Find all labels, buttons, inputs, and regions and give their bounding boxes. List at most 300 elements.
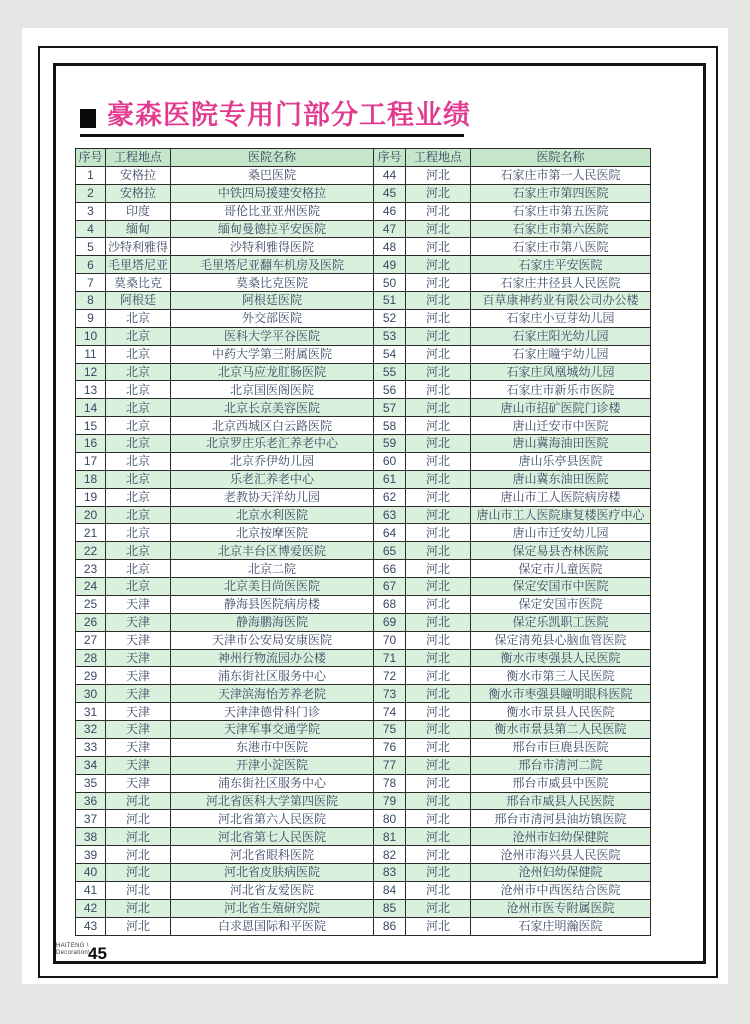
cell-hospital: 静海鹏海医院 <box>171 613 374 631</box>
cell-location: 河北 <box>406 649 471 667</box>
cell-hospital: 北京丰台区博爱医院 <box>171 542 374 560</box>
cell-location: 河北 <box>406 309 471 327</box>
table-row <box>76 220 651 238</box>
cell-hospital: 缅甸曼德拉平安医院 <box>171 220 374 238</box>
cell-index: 57 <box>374 399 406 417</box>
cell-location: 北京 <box>106 524 171 542</box>
table-row <box>76 417 651 435</box>
cell-hospital: 神州行物流园办公楼 <box>171 649 374 667</box>
cell-index: 27 <box>76 631 106 649</box>
cell-index: 62 <box>374 488 406 506</box>
cell-location: 北京 <box>106 309 171 327</box>
cell-index: 20 <box>76 506 106 524</box>
cell-hospital: 天津津德骨科门诊 <box>171 703 374 721</box>
cell-hospital: 保定易县杏林医院 <box>471 542 651 560</box>
table-row <box>76 864 651 882</box>
page-title: 豪森医院专用门部分工程业绩 <box>107 100 471 130</box>
cell-hospital: 石家庄市第五医院 <box>471 202 651 220</box>
cell-hospital: 浦东街社区服务中心 <box>171 774 374 792</box>
cell-index: 28 <box>76 649 106 667</box>
cell-index: 54 <box>374 345 406 363</box>
cell-location: 北京 <box>106 452 171 470</box>
cell-location: 河北 <box>406 774 471 792</box>
cell-hospital: 老教协天洋幼儿园 <box>171 488 374 506</box>
cell-hospital: 石家庄井径县人民医院 <box>471 274 651 292</box>
cell-location: 北京 <box>106 417 171 435</box>
cell-index: 3 <box>76 202 106 220</box>
cell-hospital: 唐山市工人医院康复楼医疗中心 <box>471 506 651 524</box>
cell-index: 69 <box>374 613 406 631</box>
cell-index: 35 <box>76 774 106 792</box>
cell-location: 河北 <box>106 810 171 828</box>
cell-hospital: 中铁四局援建安格拉 <box>171 184 374 202</box>
table-row <box>76 685 651 703</box>
cell-hospital: 石家庄凤凰城幼儿园 <box>471 363 651 381</box>
cell-hospital: 乐老汇养老中心 <box>171 470 374 488</box>
cell-location: 河北 <box>406 488 471 506</box>
cell-index: 73 <box>374 685 406 703</box>
cell-location: 河北 <box>406 506 471 524</box>
cell-location: 河北 <box>406 578 471 596</box>
table-row <box>76 292 651 310</box>
cell-index: 43 <box>76 917 106 935</box>
cell-index: 80 <box>374 810 406 828</box>
table-row <box>76 810 651 828</box>
cell-hospital: 河北省皮肤病医院 <box>171 864 374 882</box>
cell-location: 河北 <box>406 846 471 864</box>
footer-mark <box>56 943 107 962</box>
cell-location: 北京 <box>106 435 171 453</box>
table-row <box>76 488 651 506</box>
cell-location: 天津 <box>106 631 171 649</box>
cell-location: 河北 <box>406 917 471 935</box>
title-bullet-square-icon <box>80 109 96 128</box>
cell-hospital: 河北省眼科医院 <box>171 846 374 864</box>
cell-hospital: 衡水市景县第二人民医院 <box>471 721 651 739</box>
cell-index: 30 <box>76 685 106 703</box>
cell-index: 6 <box>76 256 106 274</box>
cell-location: 河北 <box>406 202 471 220</box>
cell-location: 河北 <box>406 560 471 578</box>
cell-index: 36 <box>76 792 106 810</box>
cell-index: 26 <box>76 613 106 631</box>
table-row <box>76 452 651 470</box>
cell-location: 河北 <box>406 738 471 756</box>
cell-index: 22 <box>76 542 106 560</box>
cell-location: 河北 <box>106 899 171 917</box>
cell-index: 12 <box>76 363 106 381</box>
cell-index: 8 <box>76 292 106 310</box>
cell-location: 毛里塔尼亚 <box>106 256 171 274</box>
cell-index: 66 <box>374 560 406 578</box>
brand-mark <box>56 943 90 957</box>
column-header: 工程地点 <box>106 149 171 167</box>
cell-location: 河北 <box>406 685 471 703</box>
cell-hospital: 沧州市妇幼保健院 <box>471 828 651 846</box>
cell-index: 63 <box>374 506 406 524</box>
cell-hospital: 北京美目尚医医院 <box>171 578 374 596</box>
cell-index: 19 <box>76 488 106 506</box>
cell-hospital: 石家庄阳光幼儿园 <box>471 327 651 345</box>
cell-location: 河北 <box>406 274 471 292</box>
cell-location: 河北 <box>106 792 171 810</box>
cell-index: 15 <box>76 417 106 435</box>
column-header: 医院名称 <box>171 149 374 167</box>
cell-index: 13 <box>76 381 106 399</box>
cell-hospital: 哥伦比亚亚州医院 <box>171 202 374 220</box>
cell-hospital: 石家庄市第一人民医院 <box>471 166 651 184</box>
cell-location: 河北 <box>406 327 471 345</box>
cell-index: 10 <box>76 327 106 345</box>
cell-index: 52 <box>374 309 406 327</box>
cell-hospital: 沧州市中西医结合医院 <box>471 881 651 899</box>
cell-location: 河北 <box>106 917 171 935</box>
cell-index: 32 <box>76 721 106 739</box>
cell-location: 河北 <box>406 864 471 882</box>
cell-location: 河北 <box>406 881 471 899</box>
cell-index: 47 <box>374 220 406 238</box>
cell-hospital: 沧州市医专附属医院 <box>471 899 651 917</box>
cell-location: 北京 <box>106 327 171 345</box>
cell-location: 安格拉 <box>106 166 171 184</box>
table-head <box>76 149 651 167</box>
cell-hospital: 石家庄市第四医院 <box>471 184 651 202</box>
cell-location: 河北 <box>406 470 471 488</box>
cell-location: 河北 <box>406 184 471 202</box>
projects-table <box>75 148 651 936</box>
table-row <box>76 524 651 542</box>
cell-index: 50 <box>374 274 406 292</box>
cell-index: 39 <box>76 846 106 864</box>
cell-index: 49 <box>374 256 406 274</box>
cell-location: 河北 <box>406 381 471 399</box>
column-header: 医院名称 <box>471 149 651 167</box>
cell-hospital: 唐山市工人医院病房楼 <box>471 488 651 506</box>
table-row <box>76 899 651 917</box>
cell-index: 51 <box>374 292 406 310</box>
cell-location: 缅甸 <box>106 220 171 238</box>
cell-hospital: 天津军事交通学院 <box>171 721 374 739</box>
cell-hospital: 天津市公安局安康医院 <box>171 631 374 649</box>
table-row <box>76 274 651 292</box>
cell-index: 21 <box>76 524 106 542</box>
cell-location: 河北 <box>406 417 471 435</box>
cell-location: 沙特利雅得 <box>106 238 171 256</box>
cell-location: 天津 <box>106 613 171 631</box>
cell-hospital: 唐山迁安市中医院 <box>471 417 651 435</box>
cell-index: 2 <box>76 184 106 202</box>
cell-hospital: 唐山市招矿医院门诊楼 <box>471 399 651 417</box>
cell-index: 83 <box>374 864 406 882</box>
cell-index: 45 <box>374 184 406 202</box>
cell-location: 天津 <box>106 774 171 792</box>
table-row <box>76 256 651 274</box>
cell-location: 河北 <box>406 721 471 739</box>
table-row <box>76 774 651 792</box>
cell-location: 河北 <box>406 345 471 363</box>
cell-location: 河北 <box>406 292 471 310</box>
cell-index: 37 <box>76 810 106 828</box>
cell-location: 河北 <box>406 363 471 381</box>
cell-hospital: 桑巴医院 <box>171 166 374 184</box>
cell-hospital: 白求恩国际和平医院 <box>171 917 374 935</box>
cell-hospital: 邢台市威县中医院 <box>471 774 651 792</box>
cell-hospital: 保定安国市中医院 <box>471 578 651 596</box>
cell-hospital: 石家庄瞳宇幼儿园 <box>471 345 651 363</box>
cell-index: 48 <box>374 238 406 256</box>
table-row <box>76 631 651 649</box>
cell-index: 82 <box>374 846 406 864</box>
cell-location: 北京 <box>106 345 171 363</box>
cell-index: 17 <box>76 452 106 470</box>
cell-index: 1 <box>76 166 106 184</box>
cell-location: 天津 <box>106 685 171 703</box>
table-row <box>76 345 651 363</box>
cell-index: 58 <box>374 417 406 435</box>
cell-location: 河北 <box>406 756 471 774</box>
column-header: 工程地点 <box>406 149 471 167</box>
cell-location: 天津 <box>106 756 171 774</box>
cell-hospital: 保定市儿童医院 <box>471 560 651 578</box>
cell-hospital: 北京按摩医院 <box>171 524 374 542</box>
cell-hospital: 沧州妇幼保健院 <box>471 864 651 882</box>
cell-location: 河北 <box>406 899 471 917</box>
cell-location: 河北 <box>406 613 471 631</box>
cell-hospital: 百草康神药业有限公司办公楼 <box>471 292 651 310</box>
table-row <box>76 613 651 631</box>
cell-hospital: 北京乔伊幼儿园 <box>171 452 374 470</box>
cell-hospital: 保定清苑县心脑血管医院 <box>471 631 651 649</box>
cell-location: 天津 <box>106 738 171 756</box>
table-row <box>76 881 651 899</box>
cell-index: 72 <box>374 667 406 685</box>
cell-hospital: 邢台市清河县油坊镇医院 <box>471 810 651 828</box>
table-row <box>76 846 651 864</box>
cell-hospital: 唐山市迁安幼儿园 <box>471 524 651 542</box>
cell-location: 河北 <box>406 595 471 613</box>
table-row <box>76 560 651 578</box>
cell-index: 85 <box>374 899 406 917</box>
cell-location: 安格拉 <box>106 184 171 202</box>
cell-hospital: 衡水市枣强县瞳明眼科医院 <box>471 685 651 703</box>
table-row <box>76 578 651 596</box>
table-header-row <box>76 149 651 167</box>
title-block <box>80 100 471 137</box>
cell-location: 北京 <box>106 363 171 381</box>
cell-index: 14 <box>76 399 106 417</box>
table-row <box>76 828 651 846</box>
cell-hospital: 北京罗庄乐老汇养老中心 <box>171 435 374 453</box>
cell-hospital: 中药大学第三附属医院 <box>171 345 374 363</box>
cell-hospital: 衡水市枣强县人民医院 <box>471 649 651 667</box>
cell-location: 河北 <box>106 828 171 846</box>
cell-index: 24 <box>76 578 106 596</box>
table-row <box>76 470 651 488</box>
brand-line-2: Decoration\ <box>56 950 90 957</box>
cell-index: 71 <box>374 649 406 667</box>
cell-location: 河北 <box>406 256 471 274</box>
cell-hospital: 莫桑比克医院 <box>171 274 374 292</box>
cell-location: 阿根廷 <box>106 292 171 310</box>
table-row <box>76 756 651 774</box>
cell-location: 河北 <box>406 703 471 721</box>
cell-hospital: 北京西城区白云路医院 <box>171 417 374 435</box>
cell-index: 18 <box>76 470 106 488</box>
cell-index: 34 <box>76 756 106 774</box>
table-row <box>76 738 651 756</box>
cell-index: 7 <box>76 274 106 292</box>
cell-hospital: 邢台市清河二院 <box>471 756 651 774</box>
cell-index: 84 <box>374 881 406 899</box>
cell-location: 河北 <box>406 667 471 685</box>
cell-index: 74 <box>374 703 406 721</box>
table-row <box>76 202 651 220</box>
cell-location: 北京 <box>106 470 171 488</box>
cell-hospital: 天津滨海怡芳养老院 <box>171 685 374 703</box>
cell-index: 5 <box>76 238 106 256</box>
cell-hospital: 衡水市第三人民医院 <box>471 667 651 685</box>
cell-location: 天津 <box>106 649 171 667</box>
cell-location: 河北 <box>406 631 471 649</box>
cell-location: 河北 <box>406 399 471 417</box>
brand-line-1: HAITENG \ <box>56 943 89 949</box>
cell-hospital: 北京水利医院 <box>171 506 374 524</box>
cell-hospital: 沙特利雅得医院 <box>171 238 374 256</box>
cell-location: 河北 <box>406 452 471 470</box>
cell-location: 河北 <box>406 524 471 542</box>
page-number: 45 <box>87 944 107 963</box>
cell-location: 北京 <box>106 578 171 596</box>
cell-location: 北京 <box>106 560 171 578</box>
cell-index: 81 <box>374 828 406 846</box>
cell-index: 9 <box>76 309 106 327</box>
cell-location: 北京 <box>106 506 171 524</box>
cell-index: 42 <box>76 899 106 917</box>
cell-location: 河北 <box>106 881 171 899</box>
cell-index: 38 <box>76 828 106 846</box>
table-row <box>76 381 651 399</box>
cell-hospital: 石家庄市第八医院 <box>471 238 651 256</box>
cell-location: 天津 <box>106 721 171 739</box>
cell-location: 河北 <box>106 846 171 864</box>
cell-hospital: 河北省生殖研究院 <box>171 899 374 917</box>
cell-index: 4 <box>76 220 106 238</box>
cell-location: 印度 <box>106 202 171 220</box>
table-row <box>76 667 651 685</box>
cell-hospital: 唐山冀海油田医院 <box>471 435 651 453</box>
cell-hospital: 石家庄平安医院 <box>471 256 651 274</box>
cell-index: 77 <box>374 756 406 774</box>
cell-index: 46 <box>374 202 406 220</box>
cell-hospital: 邢台市巨鹿县医院 <box>471 738 651 756</box>
table-row <box>76 703 651 721</box>
cell-hospital: 河北省第七人民医院 <box>171 828 374 846</box>
cell-index: 53 <box>374 327 406 345</box>
cell-hospital: 保定乐凯职工医院 <box>471 613 651 631</box>
cell-location: 河北 <box>406 810 471 828</box>
table-row <box>76 327 651 345</box>
column-header: 序号 <box>374 149 406 167</box>
cell-index: 86 <box>374 917 406 935</box>
cell-hospital: 开津小淀医院 <box>171 756 374 774</box>
table-row <box>76 184 651 202</box>
table-row <box>76 542 651 560</box>
table-row <box>76 649 651 667</box>
cell-hospital: 唐山乐亭县医院 <box>471 452 651 470</box>
cell-index: 55 <box>374 363 406 381</box>
table-row <box>76 917 651 935</box>
cell-index: 65 <box>374 542 406 560</box>
table-row <box>76 435 651 453</box>
cell-location: 河北 <box>406 238 471 256</box>
cell-index: 64 <box>374 524 406 542</box>
cell-index: 59 <box>374 435 406 453</box>
cell-index: 11 <box>76 345 106 363</box>
column-header: 序号 <box>76 149 106 167</box>
cell-index: 76 <box>374 738 406 756</box>
cell-index: 67 <box>374 578 406 596</box>
cell-index: 31 <box>76 703 106 721</box>
cell-hospital: 石家庄明瀚医院 <box>471 917 651 935</box>
cell-index: 41 <box>76 881 106 899</box>
cell-hospital: 医科大学平谷医院 <box>171 327 374 345</box>
cell-index: 70 <box>374 631 406 649</box>
cell-index: 40 <box>76 864 106 882</box>
cell-location: 北京 <box>106 399 171 417</box>
cell-hospital: 浦东街社区服务中心 <box>171 667 374 685</box>
cell-index: 68 <box>374 595 406 613</box>
cell-hospital: 石家庄市新乐市医院 <box>471 381 651 399</box>
cell-hospital: 河北省第六人民医院 <box>171 810 374 828</box>
cell-hospital: 沧州市海兴县人民医院 <box>471 846 651 864</box>
cell-location: 莫桑比克 <box>106 274 171 292</box>
table-row <box>76 721 651 739</box>
cell-hospital: 唐山冀东油田医院 <box>471 470 651 488</box>
cell-location: 河北 <box>406 828 471 846</box>
table-row <box>76 595 651 613</box>
cell-index: 29 <box>76 667 106 685</box>
cell-index: 16 <box>76 435 106 453</box>
cell-index: 78 <box>374 774 406 792</box>
cell-location: 北京 <box>106 542 171 560</box>
cell-hospital: 东港市中医院 <box>171 738 374 756</box>
table-row <box>76 399 651 417</box>
table-row <box>76 506 651 524</box>
cell-location: 天津 <box>106 595 171 613</box>
cell-hospital: 河北省友爱医院 <box>171 881 374 899</box>
cell-location: 河北 <box>406 166 471 184</box>
cell-location: 北京 <box>106 381 171 399</box>
cell-hospital: 阿根廷医院 <box>171 292 374 310</box>
cell-location: 河北 <box>106 864 171 882</box>
table-row <box>76 309 651 327</box>
cell-hospital: 石家庄市第六医院 <box>471 220 651 238</box>
cell-location: 河北 <box>406 792 471 810</box>
cell-hospital: 石家庄小豆芽幼儿园 <box>471 309 651 327</box>
cell-hospital: 毛里塔尼亚翻车机房及医院 <box>171 256 374 274</box>
cell-index: 25 <box>76 595 106 613</box>
cell-hospital: 北京马应龙肛肠医院 <box>171 363 374 381</box>
cell-index: 60 <box>374 452 406 470</box>
table-row <box>76 238 651 256</box>
cell-index: 75 <box>374 721 406 739</box>
table-row <box>76 166 651 184</box>
cell-hospital: 北京国医阁医院 <box>171 381 374 399</box>
cell-location: 河北 <box>406 542 471 560</box>
cell-location: 河北 <box>406 220 471 238</box>
cell-hospital: 北京二院 <box>171 560 374 578</box>
cell-location: 河北 <box>406 435 471 453</box>
